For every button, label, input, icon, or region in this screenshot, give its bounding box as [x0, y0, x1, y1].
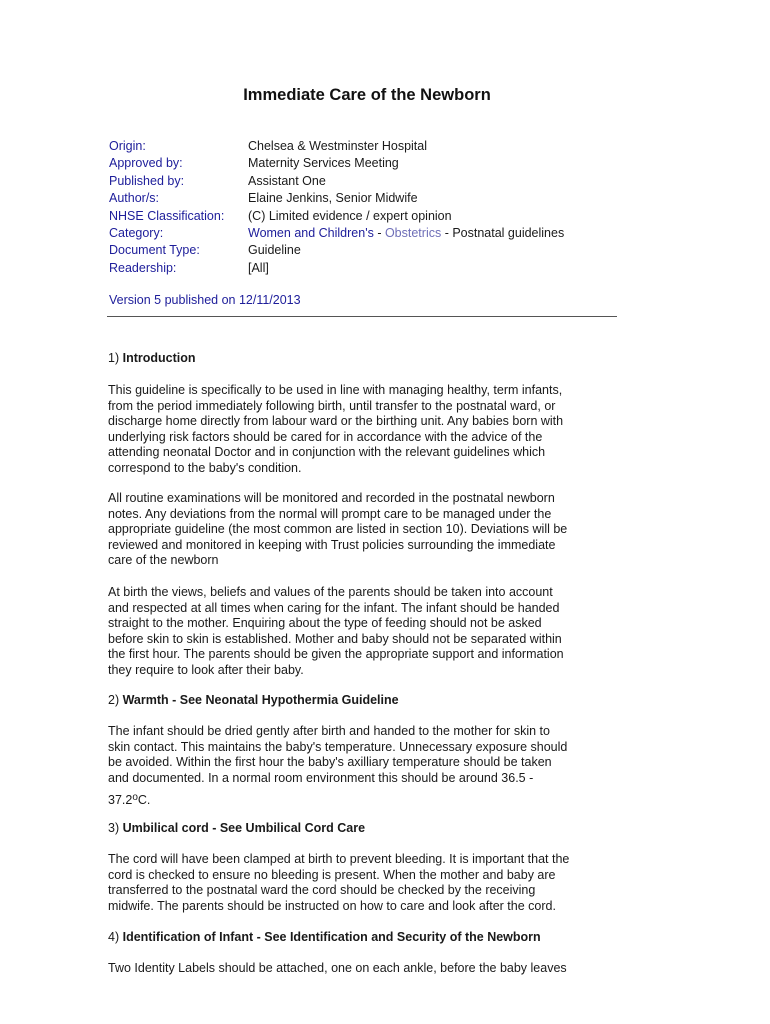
meta-value: Chelsea & Westminster Hospital [248, 139, 428, 153]
paragraph-line: The infant should be dried gently after birth and handed to the mother for skin to [108, 724, 550, 738]
paragraph-line: they require to look after their baby. [108, 662, 304, 677]
paragraph-line: straight to the mother. Enquiring about the type of feeding should not be asked [108, 616, 542, 630]
section-heading-umbilical-cord [108, 821, 365, 837]
section-number: 3) [108, 821, 123, 835]
category-link-women-children[interactable]: Women and Children's [248, 225, 374, 240]
category-separator: - [373, 225, 385, 240]
temperature-unit: C. [137, 793, 151, 807]
paragraph [108, 852, 578, 914]
paragraph-line: appropriate guideline (the most common are listed in section 10). Deviations will be [108, 522, 568, 536]
paragraph-line: At birth the views, beliefs and values of the parents should be taken into account [108, 585, 553, 599]
section-heading-warmth [108, 693, 399, 709]
meta-label: Origin: [109, 139, 146, 153]
paragraph [108, 383, 578, 476]
paragraph [108, 724, 578, 809]
meta-value: Elaine Jenkins, Senior Midwife [248, 191, 418, 206]
meta-row-authors [109, 190, 629, 207]
paragraph-line: discharge home directly from labour ward or the birthing unit. Any babies born with [108, 414, 564, 428]
paragraph-line: The cord will have been clamped at birth to prevent bleeding. It is important that the [108, 852, 570, 866]
section-number: 1) [108, 351, 123, 365]
meta-label: Readership: [109, 260, 177, 275]
meta-row-approved [109, 155, 629, 172]
meta-row-nhse [109, 208, 629, 225]
category-link-obstetrics[interactable]: Obstetrics [384, 225, 442, 240]
meta-value: Maternity Services Meeting [248, 156, 399, 171]
temperature-line [108, 790, 578, 809]
section-title: Introduction [122, 351, 196, 365]
temperature-value: 37.2 [108, 793, 133, 807]
meta-row-readership [109, 260, 629, 277]
category-separator: - [441, 225, 453, 240]
meta-label: Published by: [109, 173, 185, 188]
metadata-table [109, 138, 629, 277]
page-title: Immediate Care of the Newborn [243, 86, 491, 104]
paragraph-line: before skin to skin is established. Mother and baby should not be separated within [108, 631, 562, 646]
paragraph-line: care of the newborn [108, 553, 219, 567]
paragraph-line: the first hour. The parents should be given the appropriate support and information [108, 647, 564, 661]
meta-row-doctype [109, 242, 629, 259]
paragraph [108, 585, 578, 678]
meta-value: (C) Limited evidence / expert opinion [248, 208, 452, 223]
paragraph-line: reviewed and monitored in keeping with Trust policies surrounding the immediate [108, 537, 556, 552]
section-heading-introduction [108, 351, 196, 367]
paragraph-line: notes. Any deviations from the normal will prompt care to be managed under the [108, 506, 552, 521]
paragraph-line: midwife. The parents should be instructed on how to care and look after the cord. [108, 898, 556, 913]
section-title: Umbilical cord - See Umbilical Cord Care [122, 821, 366, 835]
paragraph-line: be avoided. Within the first hour the baby's axilliary temperature should be taken [108, 755, 552, 769]
meta-row-category [109, 225, 629, 242]
meta-label: Approved by: [109, 156, 183, 171]
paragraph-line: cord is checked to ensure no bleeding is present. When the mother and baby are [108, 867, 556, 882]
paragraph-line: from the period immediately following birth, until transfer to the postnatal ward, or [108, 398, 556, 413]
meta-label: Author/s: [109, 191, 160, 206]
section-number: 4) [108, 930, 123, 944]
paragraph-line: attending neonatal Doctor and in conjunction with the relevant guidelines which [108, 445, 546, 459]
paragraph-line: underlying risk factors should be cared for in accordance with the advice of the [108, 429, 543, 444]
meta-label: Document Type: [109, 243, 200, 258]
paragraph-line: and documented. In a normal room environment this should be around 36.5 - [108, 770, 534, 785]
paragraph-line: This guideline is specifically to be used in line with managing healthy, term infants, [108, 383, 563, 397]
degree-symbol: o [132, 792, 138, 803]
version-info: Version 5 published on 12/11/2013 [109, 293, 301, 307]
section-heading-identification [108, 930, 541, 946]
paragraph-line: skin contact. This maintains the baby's temperature. Unnecessary exposure should [108, 739, 568, 754]
category-current: Postnatal guidelines [452, 225, 565, 240]
paragraph-line: transferred to the postnatal ward the cord should be checked by the receiving [108, 883, 536, 897]
meta-value: [All] [248, 260, 269, 275]
section-title: Identification of Infant - See Identification and Security of the Newborn [122, 930, 541, 944]
meta-row-published [109, 173, 629, 190]
meta-row-origin [109, 138, 629, 155]
section-title: Warmth - See Neonatal Hypothermia Guideline [122, 693, 399, 707]
category-breadcrumb [248, 225, 564, 242]
paragraph [108, 961, 578, 977]
paragraph [108, 491, 578, 569]
meta-label: NHSE Classification: [109, 208, 225, 223]
paragraph-line: correspond to the baby's condition. [108, 460, 302, 475]
section-number: 2) [108, 693, 123, 707]
meta-value: Guideline [248, 243, 301, 258]
meta-label: Category: [109, 225, 164, 240]
meta-value: Assistant One [248, 173, 326, 188]
divider [107, 316, 617, 317]
paragraph-line: All routine examinations will be monitored and recorded in the postnatal newborn [108, 491, 555, 505]
paragraph-line: and respected at all times when caring for the infant. The infant should be handed [108, 600, 560, 615]
paragraph-line: Two Identity Labels should be attached, one on each ankle, before the baby leaves [108, 961, 567, 975]
